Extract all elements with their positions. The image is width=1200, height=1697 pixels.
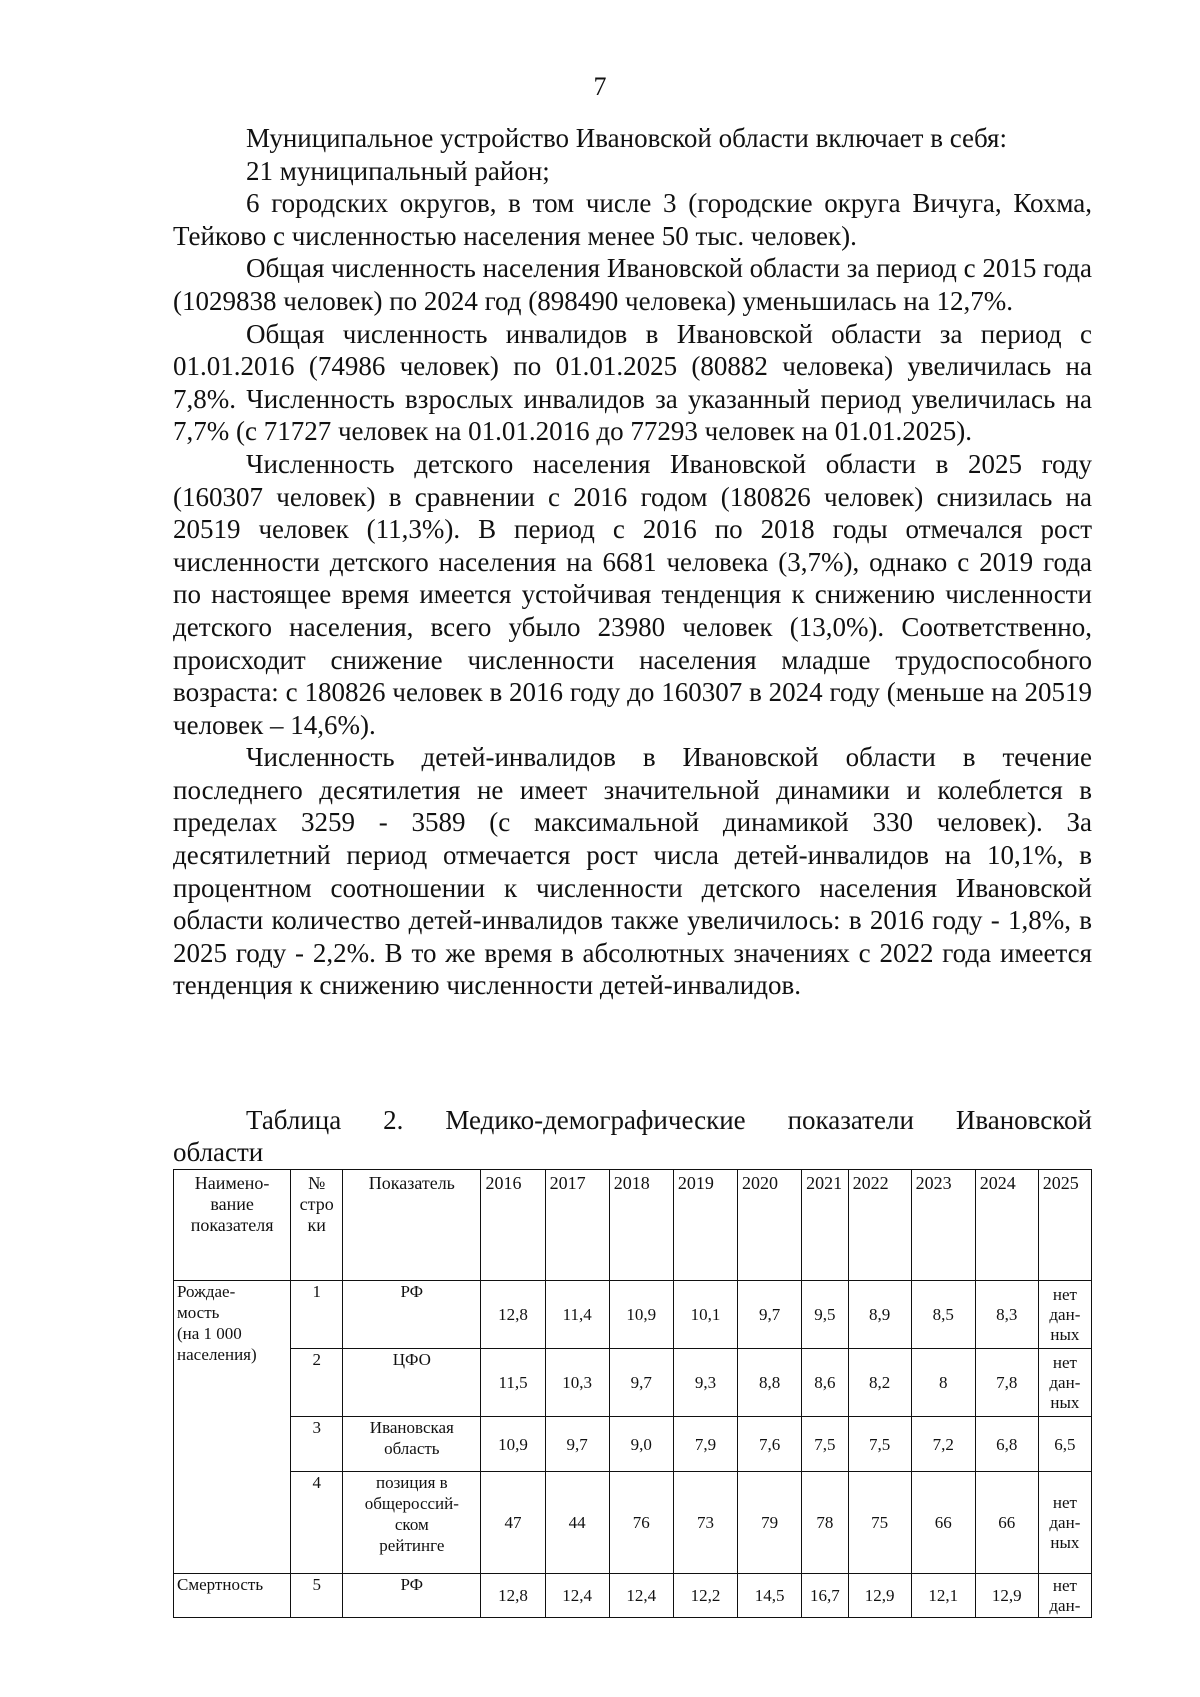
- row-indicator: РФ: [343, 1574, 481, 1618]
- table-cell: 8,2: [848, 1349, 911, 1417]
- table-cell: 8,8: [738, 1349, 802, 1417]
- paragraph: Муниципальное устройство Ивановской области включает в себя:: [246, 123, 1007, 153]
- row-number: 2: [291, 1349, 343, 1417]
- paragraph: Численность детского населения Ивановской области в 2025 году (160307 человек) в сравнении с 2016 годом (180826 человек) снизилась на 20519 человек (11,3%). В период с 2016 по 2018 годы отмечался рост численности детского населения на 6681 человека (3,7%), однако с 2019 года по настоящее время имеется устойчивая тенденция к снижению численности детского населения, всего убыло 23980 человек (13,0%). Соответственно, происходит снижение численности населения младше трудоспособного возраста: с 180826 человек в 2016 году до 160307 в 2024 году (меньше на 20519 человек – 14,6%).: [173, 448, 1092, 740]
- table-caption: [173, 1104, 1092, 1168]
- table-cell: 66: [911, 1472, 975, 1574]
- table-row: [174, 1574, 1092, 1618]
- table-cell: 9,3: [673, 1349, 737, 1417]
- table-cell: 8: [911, 1349, 975, 1417]
- paragraph: 21 муниципальный район;: [246, 155, 550, 186]
- row-indicator: позиция в общероссий- ском рейтинге: [343, 1472, 481, 1574]
- table-cell: 66: [975, 1472, 1038, 1574]
- table-cell: 10,9: [481, 1417, 545, 1472]
- table-cell: 7,9: [673, 1417, 737, 1472]
- table-cell: 7,6: [738, 1417, 802, 1472]
- table-cell: 9,5: [802, 1281, 848, 1349]
- table-cell: 7,2: [911, 1417, 975, 1472]
- header-year: 2025: [1038, 1170, 1091, 1281]
- group-mortality: Смертность: [174, 1574, 291, 1618]
- table-cell: 12,8: [481, 1281, 545, 1349]
- table-cell: 10,1: [673, 1281, 737, 1349]
- header-indicator: Показатель: [343, 1170, 481, 1281]
- table-cell: 12,9: [848, 1574, 911, 1618]
- table-cell: 12,2: [673, 1574, 737, 1618]
- table-cell: 16,7: [802, 1574, 848, 1618]
- table-cell: 9,7: [738, 1281, 802, 1349]
- table-cell: 76: [609, 1472, 673, 1574]
- table-cell: 73: [673, 1472, 737, 1574]
- header-row-number: № стро ки: [291, 1170, 343, 1281]
- table-cell: 75: [848, 1472, 911, 1574]
- table-cell: 44: [545, 1472, 609, 1574]
- caption-word: Ивановской: [955, 1105, 1092, 1135]
- table-cell: 47: [481, 1472, 545, 1574]
- header-year: 2019: [673, 1170, 737, 1281]
- header-year: 2020: [738, 1170, 802, 1281]
- paragraph: Общая численность инвалидов в Ивановской области за период с 01.01.2016 (74986 человек) по 01.01.2025 (80882 человека) увеличилась на 7,8%. Численность взрослых инвалидов за указанный период увеличилась на 7,7% (с 71727 человек на 01.01.2016 до 77293 человек на 01.01.2025).: [173, 318, 1092, 447]
- header-year: 2023: [911, 1170, 975, 1281]
- no-data-cell: нет дан- ных: [1038, 1349, 1091, 1417]
- paragraph: Численность детей-инвалидов в Ивановской области в течение последнего десятилетия не имеет значительной динамики и колеблется в пределах 3259 - 3589 (с максимальной динамикой 330 человек). За десятилетний период отмечается рост числа детей-инвалидов на 10,1%, в процентном соотношении к численности детского населения Ивановской области количество детей-инвалидов также увеличилось: в 2016 году - 1,8%, в 2025 году - 2,2%. В то же время в абсолютных значениях с 2022 года имеется тенденция к снижению численности детей-инвалидов.: [173, 742, 1092, 1001]
- table-cell: 10,3: [545, 1349, 609, 1417]
- page-number: 7: [593, 72, 607, 101]
- table-cell: 6,5: [1038, 1417, 1091, 1472]
- group-birth-rate: Рождае- мость (на 1 000 населения): [174, 1281, 291, 1574]
- table-cell: 12,4: [609, 1574, 673, 1618]
- table-row: [174, 1281, 1092, 1349]
- header-name: Наимено- вание показателя: [174, 1170, 291, 1281]
- paragraph: Общая численность населения Ивановской области за период с 2015 года (1029838 человек) по 2024 год (898490 человека) уменьшилась на 12,7%.: [173, 253, 1092, 316]
- table-cell: 6,8: [975, 1417, 1038, 1472]
- row-indicator: ЦФО: [343, 1349, 481, 1417]
- no-data-cell: нет дан-: [1038, 1574, 1091, 1618]
- table-cell: 7,8: [975, 1349, 1038, 1417]
- header-year: 2018: [609, 1170, 673, 1281]
- row-indicator: Ивановская область: [343, 1417, 481, 1472]
- table-cell: 8,9: [848, 1281, 911, 1349]
- table-cell: 7,5: [848, 1417, 911, 1472]
- table-cell: 9,7: [609, 1349, 673, 1417]
- header-year: 2016: [481, 1170, 545, 1281]
- header-year: 2022: [848, 1170, 911, 1281]
- table-cell: 78: [802, 1472, 848, 1574]
- table-cell: 11,5: [481, 1349, 545, 1417]
- table-row: [174, 1472, 1092, 1574]
- row-number: 5: [291, 1574, 343, 1618]
- row-number: 4: [291, 1472, 343, 1574]
- body-text: [173, 122, 1092, 1002]
- table-cell: 12,1: [911, 1574, 975, 1618]
- no-data-cell: нет дан- ных: [1038, 1472, 1091, 1574]
- table-cell: 8,3: [975, 1281, 1038, 1349]
- caption-word: Таблица: [246, 1105, 342, 1135]
- table-cell: 9,7: [545, 1417, 609, 1472]
- row-number: 1: [291, 1281, 343, 1349]
- table-cell: 12,9: [975, 1574, 1038, 1618]
- table-header-row: [174, 1170, 1092, 1281]
- table-cell: 10,9: [609, 1281, 673, 1349]
- table-cell: 7,5: [802, 1417, 848, 1472]
- paragraph: 6 городских округов, в том числе 3 (городские округа Вичуга, Кохма, Тейково с численностью населения менее 50 тыс. человек).: [173, 188, 1092, 251]
- table-cell: 11,4: [545, 1281, 609, 1349]
- row-number: 3: [291, 1417, 343, 1472]
- table-cell: 12,4: [545, 1574, 609, 1618]
- table-cell: 14,5: [738, 1574, 802, 1618]
- header-year: 2024: [975, 1170, 1038, 1281]
- header-year: 2021: [802, 1170, 848, 1281]
- caption-word: Медико-демографические: [445, 1105, 746, 1135]
- caption-word: показатели: [787, 1105, 914, 1135]
- demographics-table: [173, 1169, 1092, 1618]
- table-cell: 9,0: [609, 1417, 673, 1472]
- table-row: [174, 1417, 1092, 1472]
- row-indicator: РФ: [343, 1281, 481, 1349]
- caption-line-2: области: [173, 1137, 264, 1167]
- table-cell: 79: [738, 1472, 802, 1574]
- table-cell: 8,6: [802, 1349, 848, 1417]
- table-cell: 12,8: [481, 1574, 545, 1618]
- caption-word: 2.: [383, 1105, 404, 1135]
- header-year: 2017: [545, 1170, 609, 1281]
- no-data-cell: нет дан- ных: [1038, 1281, 1091, 1349]
- table-row: [174, 1349, 1092, 1417]
- table-cell: 8,5: [911, 1281, 975, 1349]
